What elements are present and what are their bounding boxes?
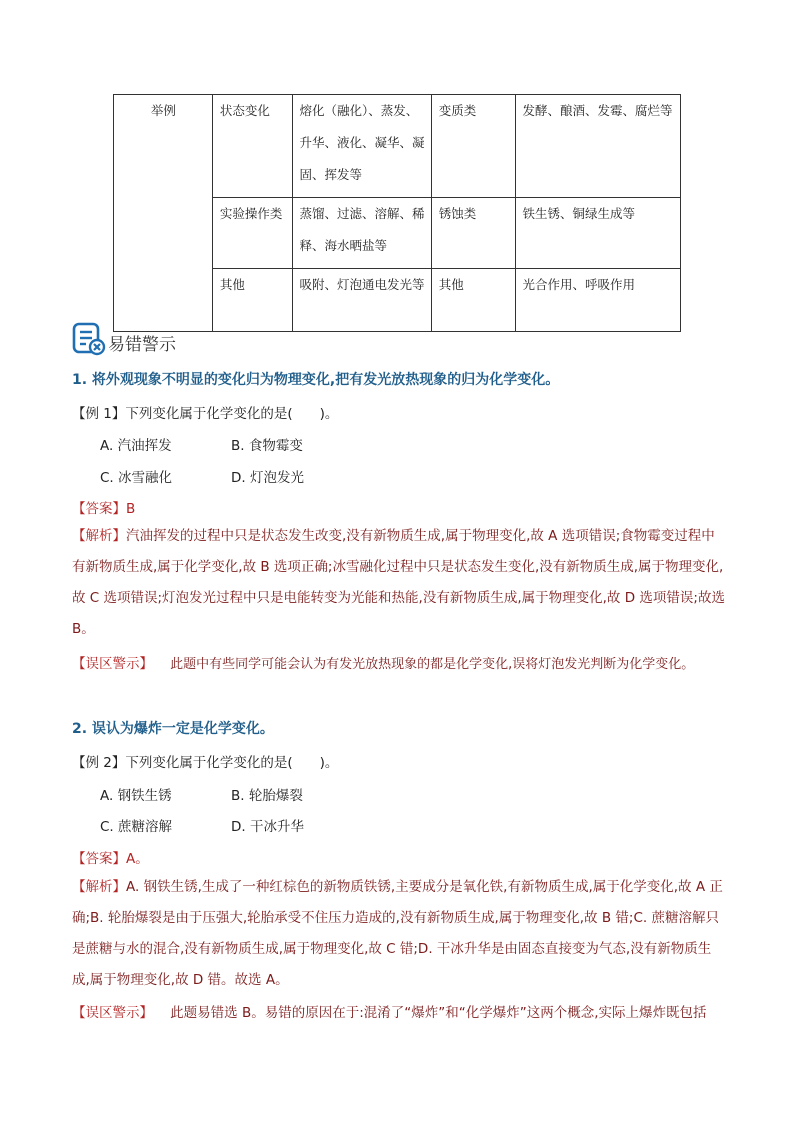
table-cell: 光合作用、呼吸作用: [515, 269, 681, 332]
analysis-label: 【解析】: [72, 528, 126, 544]
table-cell: 蒸馏、过滤、溶解、稀释、海水晒盐等: [292, 198, 431, 269]
answer-value: B: [126, 501, 136, 517]
option-c: C. 冰雪融化: [100, 470, 173, 486]
option-d: D. 干冰升华: [231, 819, 304, 835]
table-cell: 实验操作类: [212, 198, 292, 269]
section-header: [72, 322, 176, 356]
warning-label: 【误区警示】: [72, 1005, 153, 1021]
table-cell: 其他: [212, 269, 292, 332]
table-cell: 其他: [431, 269, 515, 332]
note-warning-icon: [72, 322, 106, 356]
option-c: C. 蔗糖溶解: [100, 819, 173, 835]
item-heading: 1. 将外观现象不明显的变化归为物理变化,把有发光放热现象的归为化学变化。: [72, 372, 560, 388]
warning-paragraph: [72, 649, 742, 680]
table-cell: 状态变化: [212, 95, 292, 198]
option-d: D. 灯泡发光: [231, 470, 304, 486]
section-title: 易错警示: [108, 335, 176, 355]
answer-line: [72, 847, 149, 867]
item-heading: 2. 误认为爆炸一定是化学变化。: [72, 721, 274, 737]
warning-text: 此题中有些同学可能会认为有发光放热现象的都是化学变化,误将灯泡发光判断为化学变化。: [170, 657, 695, 672]
table-cell: 变质类: [431, 95, 515, 198]
option-b: B. 食物霉变: [231, 438, 303, 454]
table-row: [114, 95, 681, 198]
change-examples-table: [113, 94, 681, 332]
table-cell: 发酵、酿酒、发霉、腐烂等: [515, 95, 681, 198]
answer-value: A。: [126, 851, 149, 867]
analysis-paragraph: [72, 872, 727, 996]
table-cell: 吸附、灯泡通电发光等: [292, 269, 431, 332]
warning-label: 【误区警示】: [72, 656, 153, 672]
table-cell: 举例: [114, 95, 213, 332]
answer-line: [72, 497, 135, 517]
analysis-text: 汽油挥发的过程中只是状态发生改变,没有新物质生成,属于物理变化,故 A 选项错误;食物霉变过程中有新物质生成,属于化学变化,故 B 选项正确;冰雪融化过程中只是状态发生变化,没有新物质生成,属于物理变化,故 C 选项错误;灯泡发光过程中只是电能转变为光能和热能,没有新物质生成,属于物理变化,故 D 选项错误;故选 B。: [72, 528, 725, 637]
warning-paragraph: [72, 998, 727, 1029]
answer-label: 【答案】: [72, 851, 126, 867]
example-question: 【例 2】下列变化属于化学变化的是( )。: [72, 755, 339, 771]
option-a: A. 钢铁生锈: [100, 788, 172, 804]
analysis-label: 【解析】: [72, 879, 126, 895]
option-b: B. 轮胎爆裂: [231, 788, 303, 804]
table-cell: 熔化（融化）、蒸发、升华、液化、凝华、凝固、挥发等: [292, 95, 431, 198]
example-question: 【例 1】下列变化属于化学变化的是( )。: [72, 406, 339, 422]
analysis-text: A. 钢铁生锈,生成了一种红棕色的新物质铁锈,主要成分是氧化铁,有新物质生成,属于化学变化,故 A 正确;B. 轮胎爆裂是由于压强大,轮胎承受不住压力造成的,没有新物质生成,属于物理变化,故 B 错;C. 蔗糖溶解只是蔗糖与水的混合,没有新物质生成,属于物理变化,故 C 错;D. 干冰升华是由固态直接变为气态,没有新物质生成,属于物理变化,故 D 错。故选 A。: [72, 879, 723, 988]
warning-text: 此题易错选 B。易错的原因在于:混淆了“爆炸”和“化学爆炸”这两个概念,实际上爆炸既包括: [170, 1005, 707, 1021]
option-a: A. 汽油挥发: [100, 438, 172, 454]
table-cell: 锈蚀类: [431, 198, 515, 269]
table-cell: 铁生锈、铜绿生成等: [515, 198, 681, 269]
answer-label: 【答案】: [72, 501, 126, 517]
analysis-paragraph: [72, 521, 727, 645]
